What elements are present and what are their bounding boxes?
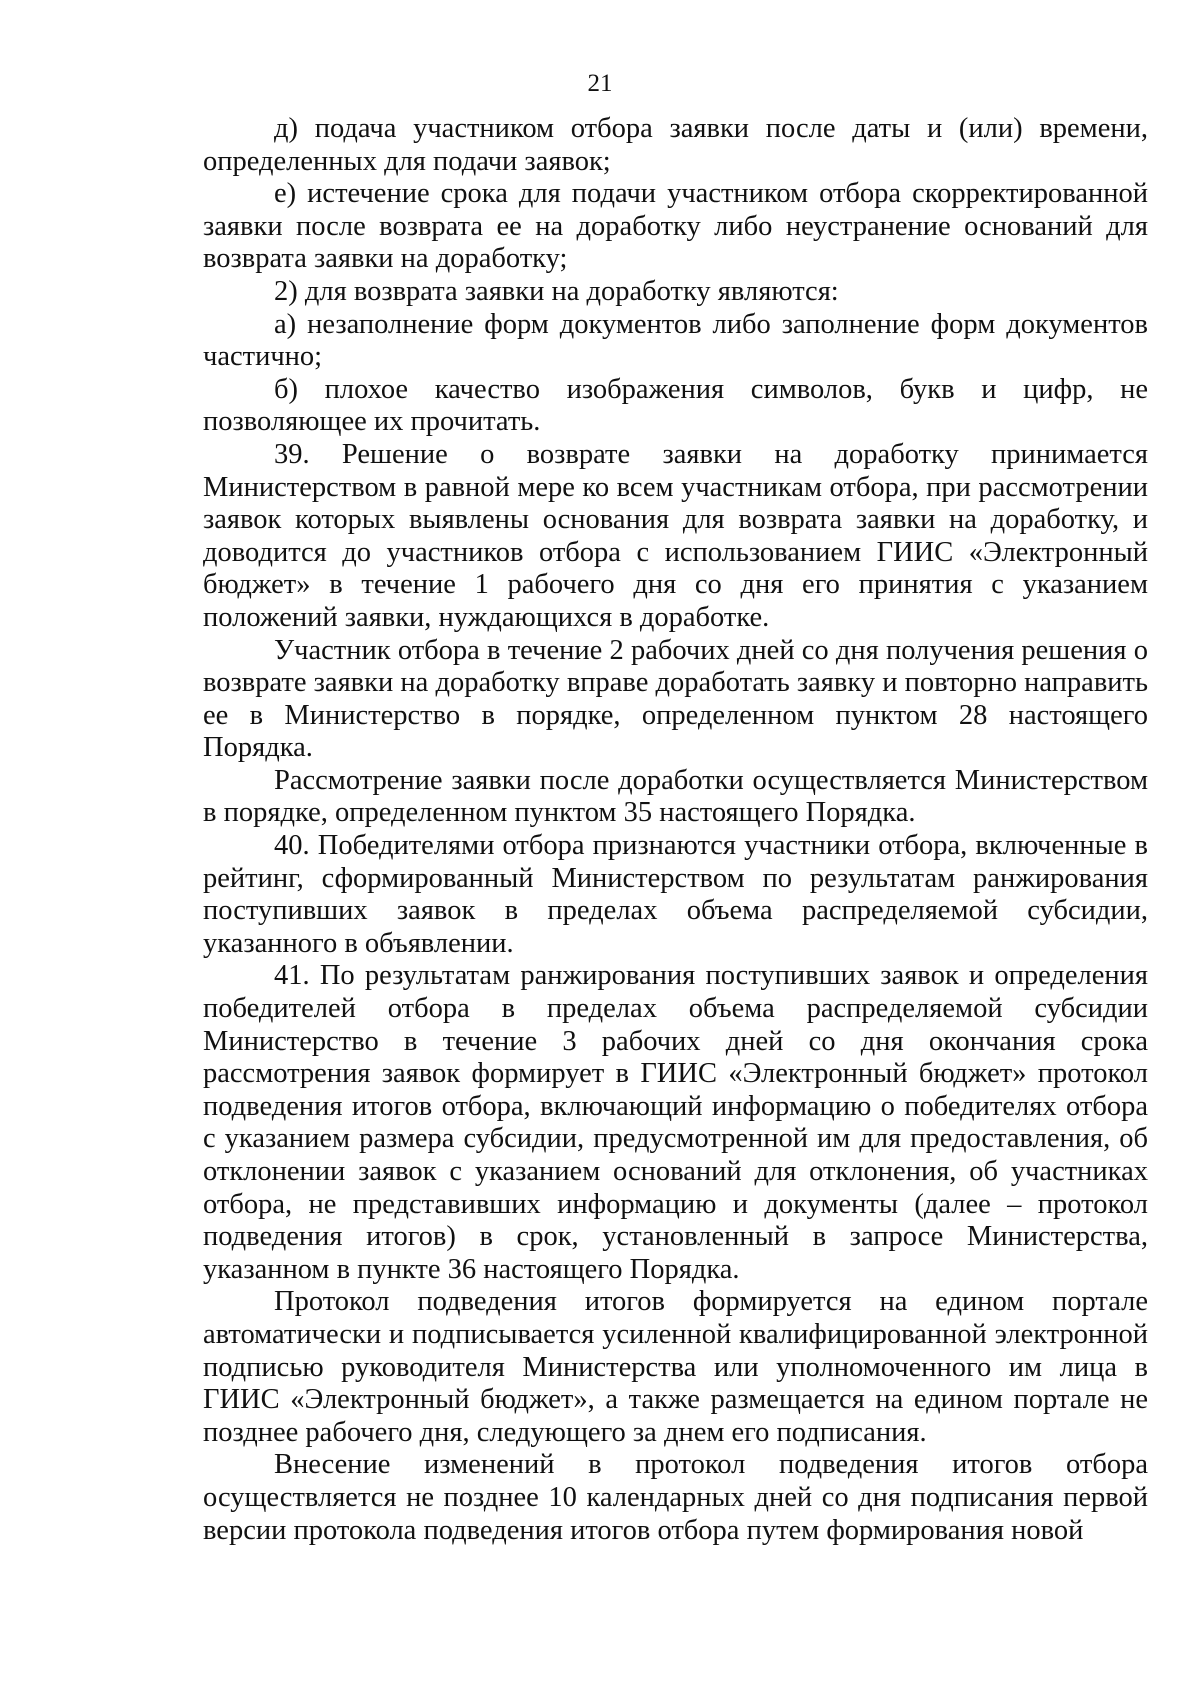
paragraph-6-clause-39: 39. Решение о возврате заявки на доработку принимается Министерством в равной мере ко всем участникам отбора, при рассмотрении заявок которых выявлены основания для возврата заявки на доработку, и доводится до участников отбора с использованием ГИИС «Электронный бюджет» в течение 1 рабочего дня со дня его принятия с указанием положений заявки, нуждающихся в доработке. <box>203 438 1148 633</box>
paragraph-9-clause-40: 40. Победителями отбора признаются участники отбора, включенные в рейтинг, сформированный Министерством по результатам ранжирования поступивших заявок в пределах объема распределяемой субсидии, указанного в объявлении. <box>203 830 1148 959</box>
paragraph-3-item-2: 2) для возврата заявки на доработку являются: <box>274 275 839 307</box>
paragraph-11-protocol-signing: Протокол подведения итогов формируется на едином портале автоматически и подписывается усиленной квалифицированной электронной подписью руководителя Министерства или уполномоченного им лица в ГИИС «Электронный бюджет», а также размещается на едином портале не позднее рабочего дня, следующего за днем его подписания. <box>203 1286 1148 1448</box>
paragraph-10-clause-41: 41. По результатам ранжирования поступивших заявок и определения победителей отбора в пределах объема распределяемой субсидии Министерство в течение 3 рабочих дней со дня окончания срока рассмотрения заявок формирует в ГИИС «Электронный бюджет» протокол подведения итогов отбора, включающий информацию о победителях отбора с указанием размера субсидии, предусмотренной им для предоставления, об отклонении заявок с указанием оснований для отклонения, об участниках отбора, не представивших информацию и документы (далее – протокол подведения итогов) в срок, установленный в запросе Министерства, указанном в пункте 36 настоящего Порядка. <box>203 960 1148 1285</box>
paragraph-7-resubmission: Участник отбора в течение 2 рабочих дней со дня получения решения о возврате заявки на доработку вправе доработать заявку и повторно направить ее в Министерство в порядке, определенном пунктом 28 настоящего Порядка. <box>203 634 1148 764</box>
paragraph-8-review-after-revision: Рассмотрение заявки после доработки осуществляется Министерством в порядке, определенном пунктом 35 настоящего Порядка. <box>203 764 1148 829</box>
paragraph-12-protocol-changes: Внесение изменений в протокол подведения итогов отбора осуществляется не позднее 10 календарных дней со дня подписания первой версии протокола подведения итогов отбора путем формирования новой <box>203 1449 1148 1546</box>
page-number: 21 <box>587 70 613 97</box>
paragraph-4-subitem-a: а) незаполнение форм документов либо заполнение форм документов частично; <box>203 308 1148 373</box>
paragraph-1-subitem-d: д) подача участником отбора заявки после даты и (или) времени, определенных для подачи заявок; <box>203 113 1148 177</box>
document-body <box>203 113 1148 1547</box>
paragraph-2-subitem-e: е) истечение срока для подачи участником отбора скорректированной заявки после возврата ее на доработку либо неустранение оснований для возврата заявки на доработку; <box>203 178 1148 275</box>
paragraph-5-subitem-b: б) плохое качество изображения символов, букв и цифр, не позволяющее их прочитать. <box>203 373 1148 438</box>
